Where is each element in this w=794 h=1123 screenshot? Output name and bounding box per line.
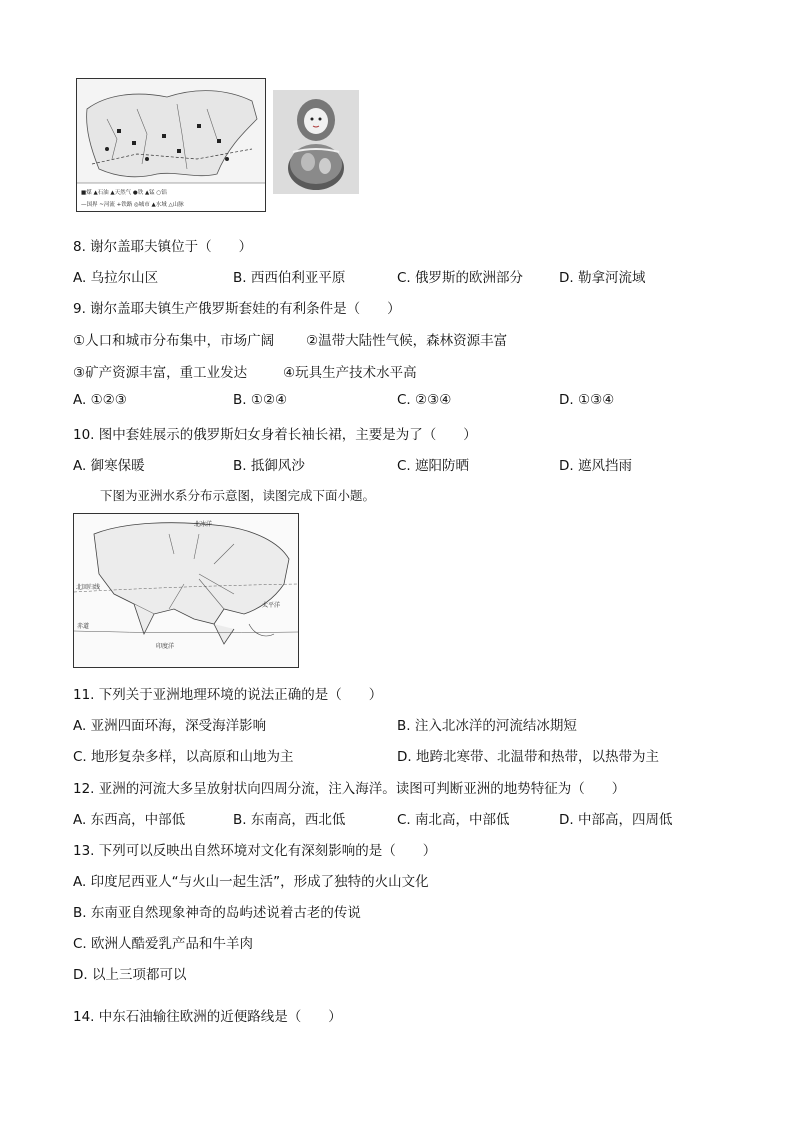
q9-option-d[interactable]: D. ①③④ — [559, 392, 615, 408]
russia-map-drawing — [77, 79, 265, 211]
doll-drawing — [273, 90, 359, 194]
q12-option-d[interactable]: D. 中部高，四周低 — [559, 812, 673, 828]
asia-label-equator: 赤道 — [77, 623, 90, 630]
q9-option-a[interactable]: A. ①②③ — [73, 392, 127, 408]
asia-map-intro: 下图为亚洲水系分布示意图，读图完成下面小题。 — [100, 488, 376, 503]
q9-condition-2: ②温带大陆性气候，森林资源丰富 — [306, 333, 508, 349]
question-11-stem: 11. 下列关于亚洲地理环境的说法正确的是（ ） — [73, 687, 383, 703]
q13-option-c[interactable]: C. 欧洲人酷爱乳产品和牛羊肉 — [73, 936, 254, 952]
q13-option-a[interactable]: A. 印度尼西亚人“与火山一起生活”，形成了独特的火山文化 — [73, 874, 429, 890]
q9-option-c[interactable]: C. ②③④ — [397, 392, 452, 408]
q13-option-d[interactable]: D. 以上三项都可以 — [73, 967, 187, 983]
q10-option-b[interactable]: B. 抵御风沙 — [233, 458, 305, 474]
q9-option-b[interactable]: B. ①②④ — [233, 392, 288, 408]
question-9-stem: 9. 谢尔盖耶夫镇生产俄罗斯套娃的有利条件是（ ） — [73, 301, 401, 317]
q8-option-a[interactable]: A. 乌拉尔山区 — [73, 270, 159, 286]
q9-condition-4: ④玩具生产技术水平高 — [283, 365, 417, 381]
russia-map-legend-row1: ■煤 ▲石油 ▲天然气 ●铁 ▲锰 ○铝 — [81, 190, 167, 196]
matryoshka-doll-image — [273, 90, 359, 194]
q11-option-a[interactable]: A. 亚洲四面环海，深受海洋影响 — [73, 718, 267, 734]
asia-label-pacific: 太平洋 — [262, 602, 281, 609]
q8-option-d[interactable]: D. 勒拿河流域 — [559, 270, 646, 286]
q12-option-c[interactable]: C. 南北高，中部低 — [397, 812, 510, 828]
q11-option-c[interactable]: C. 地形复杂多样，以高原和山地为主 — [73, 749, 294, 765]
q11-option-b[interactable]: B. 注入北冰洋的河流结冰期短 — [397, 718, 577, 734]
asia-water-system-map — [73, 513, 299, 668]
q12-option-a[interactable]: A. 东西高，中部低 — [73, 812, 186, 828]
russia-resource-map — [76, 78, 266, 212]
q13-option-b[interactable]: B. 东南亚自然现象神奇的岛屿述说着古老的传说 — [73, 905, 361, 921]
q9-condition-3: ③矿产资源丰富，重工业发达 — [73, 365, 248, 381]
q11-option-d[interactable]: D. 地跨北寒带、北温带和热带，以热带为主 — [397, 749, 659, 765]
q10-option-a[interactable]: A. 御寒保暖 — [73, 458, 145, 474]
asia-label-indian: 印度洋 — [156, 643, 175, 650]
question-8-stem: 8. 谢尔盖耶夫镇位于（ ） — [73, 239, 253, 255]
question-14-stem: 14. 中东石油输往欧洲的近便路线是（ ） — [73, 1009, 342, 1025]
question-10-stem: 10. 图中套娃展示的俄罗斯妇女身着长袖长裙，主要是为了（ ） — [73, 427, 477, 443]
q8-option-c[interactable]: C. 俄罗斯的欧洲部分 — [397, 270, 524, 286]
asia-map-drawing — [74, 514, 298, 667]
question-13-stem: 13. 下列可以反映出自然环境对文化有深刻影响的是（ ） — [73, 843, 437, 859]
q12-option-b[interactable]: B. 东南高，西北低 — [233, 812, 346, 828]
q9-condition-1: ①人口和城市分布集中，市场广阔 — [73, 333, 275, 349]
question-12-stem: 12. 亚洲的河流大多呈放射状向四周分流，注入海洋。读图可判断亚洲的地势特征为（ ） — [73, 781, 626, 797]
q10-option-d[interactable]: D. 遮风挡雨 — [559, 458, 632, 474]
q8-option-b[interactable]: B. 西西伯利亚平原 — [233, 270, 346, 286]
asia-label-arctic: 北冰洋 — [194, 521, 213, 528]
q10-option-c[interactable]: C. 遮阳防晒 — [397, 458, 470, 474]
russia-map-legend-row2: —国界 ~河流 +铁路 ◎城市 ▲水域 △山脉 — [81, 202, 184, 208]
asia-label-tropic: 北回归线 — [76, 584, 101, 591]
